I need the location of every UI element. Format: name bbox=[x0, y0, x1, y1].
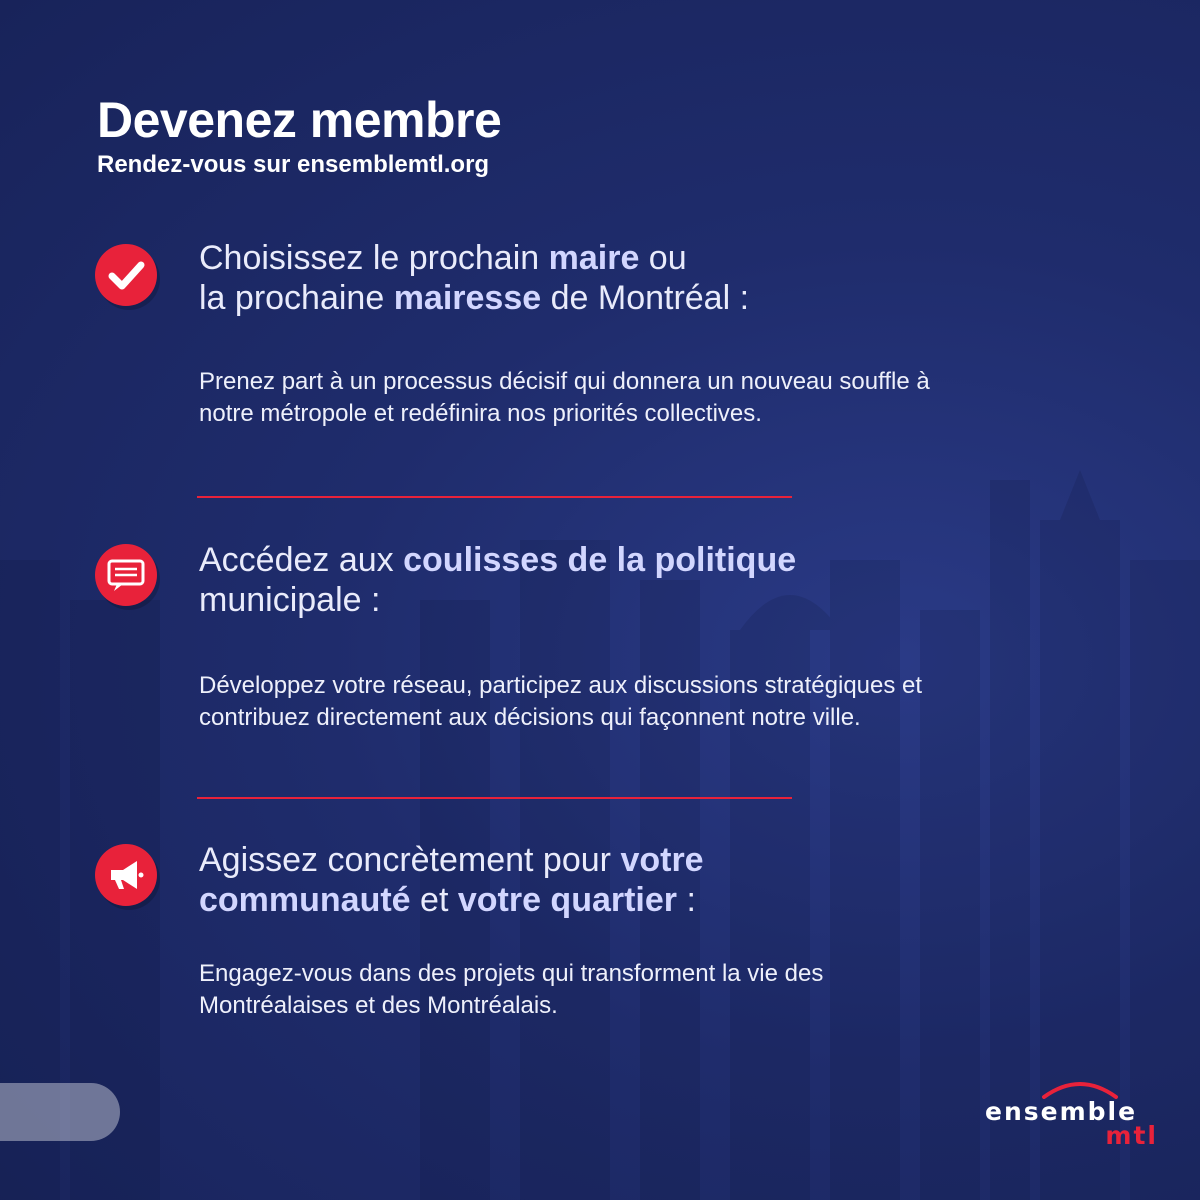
megaphone-icon bbox=[95, 844, 157, 906]
page-subtitle: Rendez-vous sur ensemblemtl.org bbox=[97, 151, 490, 178]
checkmark-icon bbox=[95, 244, 157, 306]
section-body: Développez votre réseau, participez aux discussions stratégiques et contribuez directement aux décisions qui façonnent notre ville. bbox=[199, 672, 923, 731]
page-title: Devenez membre bbox=[97, 92, 502, 148]
logo-text-bottom: mtl bbox=[1105, 1121, 1158, 1150]
logo-arc-icon bbox=[1040, 1077, 1120, 1099]
divider bbox=[197, 797, 792, 799]
logo-text-top: ensemble bbox=[985, 1097, 1138, 1126]
section-heading: Agissez concrètement pour votre communauté et votre quartier : bbox=[199, 841, 704, 919]
section-heading: Accédez aux coulisses de la politique municipale : bbox=[199, 541, 797, 619]
ensemble-mtl-logo bbox=[985, 1077, 1160, 1157]
chat-icon bbox=[95, 544, 157, 606]
decorative-pill bbox=[0, 1083, 120, 1141]
section-heading: Choisissez le prochain maire ou la prochaine mairesse de Montréal : bbox=[199, 239, 750, 317]
divider bbox=[197, 496, 792, 498]
section-body: Engagez-vous dans des projets qui transforment la vie des Montréalaises et des Montréalais. bbox=[199, 960, 824, 1019]
header bbox=[97, 92, 501, 180]
section-body: Prenez part à un processus décisif qui donnera un nouveau souffle à notre métropole et redéfinira nos priorités collectives. bbox=[199, 368, 930, 427]
